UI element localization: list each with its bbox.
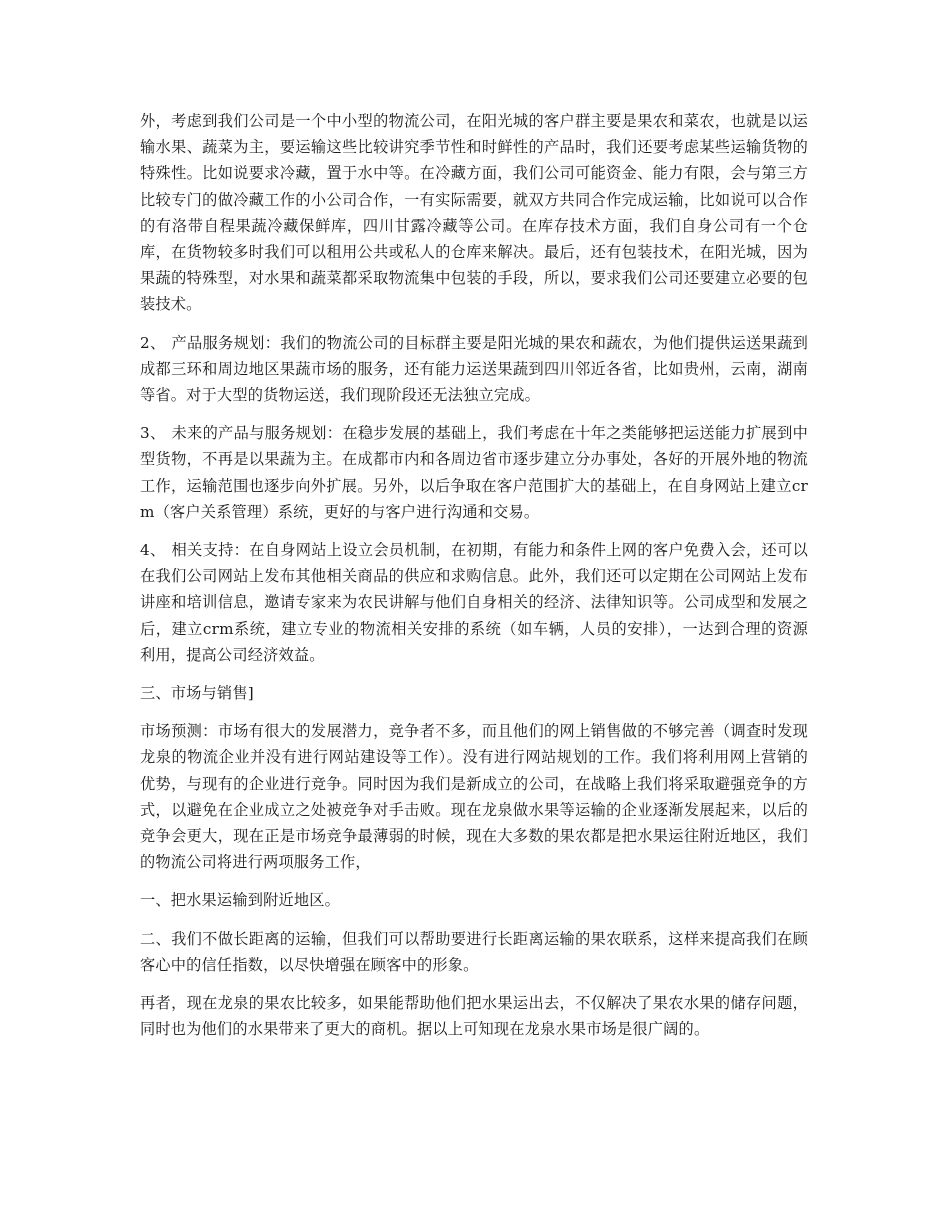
paragraph-number: 2、 xyxy=(140,333,166,352)
paragraph-text: 相关支持：在自身网站上设立会员机制，在初期，有能力和条件上网的客户免费入会，还可以在我们公司网站上发布其他相关商品的供应和求购信息。此外，我们还可以定期在公司网站上发布讲座和培训信息，邀请专家来为农民讲解与他们自身相关的经济、法律知识等。公司成型和发展之后，建立crm系统，建立专业的物流相关安排的系统（如车辆，人员的安排），一达到合理的资源利用，提高公司经济效益。 xyxy=(140,541,808,664)
paragraph-logistics-capabilities xyxy=(140,108,808,318)
section-heading-market-sales xyxy=(140,680,808,706)
paragraph-product-service-plan xyxy=(140,330,808,409)
paragraph-service-one xyxy=(140,887,808,913)
paragraph-conclusion xyxy=(140,990,808,1042)
paragraph-text: 产品服务规划：我们的物流公司的目标群主要是阳光城的果农和蔬农，为他们提供运送果蔬到成都三环和周边地区果蔬市场的服务，还有能力运送果蔬到四川邻近各省，比如贵州，云南，湖南等省。对于大型的货物运送，我们现阶段还无法独立完成。 xyxy=(140,333,808,405)
paragraph-text: 二、我们不做长距离的运输，但我们可以帮助要进行长距离运输的果农联系，这样来提高我们在顾客心中的信任指数，以尽快增强在顾客中的形象。 xyxy=(140,929,808,974)
paragraph-text: 市场预测：市场有很大的发展潜力，竞争者不多，而且他们的网上销售做的不够完善（调查时发现龙泉的物流企业并没有进行网站建设等工作）。没有进行网站规划的工作。我们将利用网上营销的优势，与现有的企业进行竞争。同时因为我们是新成立的公司，在战略上我们将采取避强竞争的方式，以避免在企业成立之处被竞争对手击败。现在龙泉做水果等运输的企业逐渐发展起来，以后的竞争会更大，现在正是市场竞争最薄弱的时候，现在大多数的果农都是把水果运往附近地区，我们的物流公司将进行两项服务工作， xyxy=(140,722,808,872)
paragraph-number: 3、 xyxy=(140,424,166,443)
document-page xyxy=(140,108,808,1055)
heading-text: 三、市场与销售] xyxy=(140,684,254,703)
paragraph-text: 外，考虑到我们公司是一个中小型的物流公司，在阳光城的客户群主要是果农和菜农，也就是以运输水果、蔬菜为主，要运输这些比较讲究季节性和时鲜性的产品时，我们还要考虑某些运输货物的特殊性。比如说要求冷藏，置于水中等。在冷藏方面，我们公司可能资金、能力有限，会与第三方比较专门的做冷藏工作的小公司合作，一有实际需要，就双方共同合作完成运输，比如说可以合作的有洛带自程果蔬冷藏保鲜库，四川甘露冷藏等公司。在库存技术方面，我们自身公司有一个仓库，在货物较多时我们可以租用公共或私人的仓库来解决。最后，还有包装技术，在阳光城，因为果蔬的特殊型，对水果和蔬菜都采取物流集中包装的手段，所以，要求我们公司还要建立必要的包装技术。 xyxy=(140,112,808,314)
paragraph-text: 未来的产品与服务规划：在稳步发展的基础上，我们考虑在十年之类能够把运送能力扩展到中型货物，不再是以果蔬为主。在成都市内和各周边省市逐步建立分办事处，各好的开展外地的物流工作，运输范围也逐步向外扩展。另外，以后争取在客户范围扩大的基础上，在自身网站上建立crm（客户关系管理）系统，更好的与客户进行沟通和交易。 xyxy=(140,424,808,521)
paragraph-future-plan xyxy=(140,420,808,525)
paragraph-text: 一、把水果运输到附近地区。 xyxy=(140,891,341,910)
paragraph-service-two xyxy=(140,926,808,978)
paragraph-text: 再者，现在龙泉的果农比较多，如果能帮助他们把水果运出去，不仅解决了果农水果的储存问题，同时也为他们的水果带来了更大的商机。据以上可知现在龙泉水果市场是很广阔的。 xyxy=(140,994,808,1039)
paragraph-market-forecast xyxy=(140,718,808,875)
paragraph-related-support xyxy=(140,537,808,668)
paragraph-number: 4、 xyxy=(140,541,166,560)
